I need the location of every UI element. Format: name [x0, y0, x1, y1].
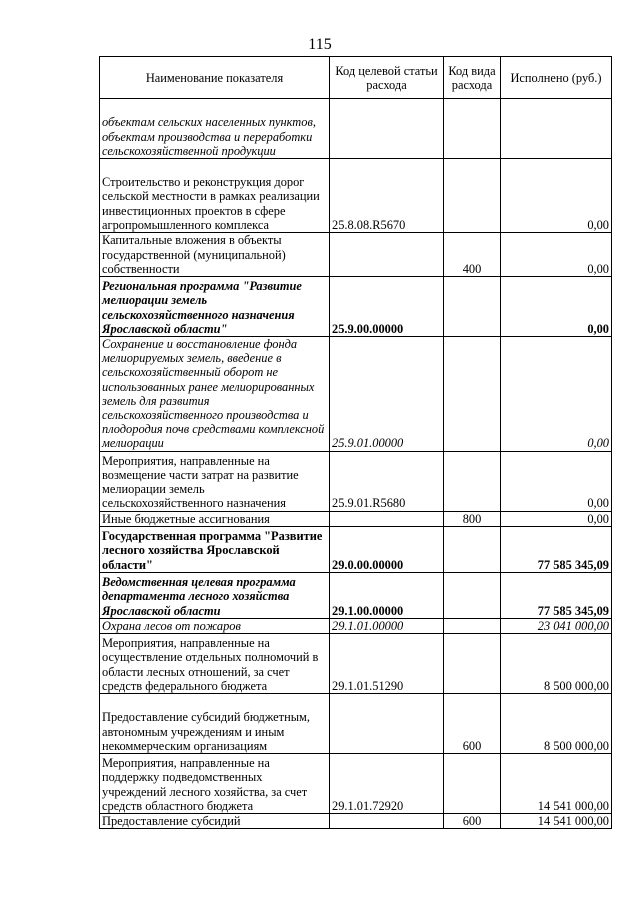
table-row — [100, 159, 612, 233]
row-executed: 0,00 — [501, 451, 612, 511]
table-row — [100, 451, 612, 511]
row-name: Охрана лесов от пожаров — [100, 618, 330, 633]
row-expense-kind — [444, 618, 501, 633]
table-row — [100, 572, 612, 618]
row-expense-kind: 600 — [444, 814, 501, 829]
row-executed — [501, 99, 612, 159]
row-executed: 0,00 — [501, 511, 612, 526]
row-expense-kind — [444, 99, 501, 159]
row-target-code: 29.1.01.00000 — [330, 618, 444, 633]
row-name: Региональная программа "Развитие мелиорации земель сельскохозяйственного назначения Ярославской области" — [100, 277, 330, 337]
row-target-code — [330, 814, 444, 829]
table-header — [100, 57, 612, 99]
row-name: Ведомственная целевая программа департамента лесного хозяйства Ярославской области — [100, 572, 330, 618]
header-code: Код целевой статьи расхода — [330, 57, 444, 99]
row-executed: 23 041 000,00 — [501, 618, 612, 633]
header-executed: Исполнено (руб.) — [501, 57, 612, 99]
header-name: Наименование показателя — [100, 57, 330, 99]
row-expense-kind: 600 — [444, 694, 501, 754]
row-expense-kind — [444, 526, 501, 572]
header-kind: Код вида расхода — [444, 57, 501, 99]
row-target-code: 25.9.01.00000 — [330, 337, 444, 452]
row-name: Иные бюджетные ассигнования — [100, 511, 330, 526]
table-row — [100, 814, 612, 829]
row-executed: 8 500 000,00 — [501, 694, 612, 754]
row-name: Мероприятия, направленные на осуществление отдельных полномочий в области лесных отношений, за счет средств федерального бюджета — [100, 634, 330, 694]
row-name: Капитальные вложения в объекты государственной (муниципальной) собственности — [100, 233, 330, 277]
row-executed: 0,00 — [501, 277, 612, 337]
row-expense-kind — [444, 277, 501, 337]
row-expense-kind — [444, 337, 501, 452]
table-row — [100, 277, 612, 337]
table-row — [100, 337, 612, 452]
page-number: 115 — [308, 36, 332, 53]
row-executed: 77 585 345,09 — [501, 526, 612, 572]
row-name: объектам сельских населенных пунктов, объектам производства и переработки сельскохозяйственной продукции — [100, 99, 330, 159]
table-row — [100, 511, 612, 526]
table-row — [100, 754, 612, 814]
row-target-code: 25.8.08.R5670 — [330, 159, 444, 233]
table-row — [100, 526, 612, 572]
row-target-code: 29.1.01.51290 — [330, 634, 444, 694]
row-name: Государственная программа "Развитие лесного хозяйства Ярославской области" — [100, 526, 330, 572]
row-executed: 8 500 000,00 — [501, 634, 612, 694]
row-target-code — [330, 233, 444, 277]
row-expense-kind — [444, 451, 501, 511]
row-executed: 0,00 — [501, 233, 612, 277]
table-row — [100, 99, 612, 159]
row-expense-kind: 400 — [444, 233, 501, 277]
row-target-code: 29.0.00.00000 — [330, 526, 444, 572]
table-row — [100, 618, 612, 633]
row-expense-kind — [444, 634, 501, 694]
row-target-code: 25.9.01.R5680 — [330, 451, 444, 511]
row-name: Сохранение и восстановление фонда мелиорируемых земель, введение в сельскохозяйственный оборот не использованных ранее мелиорированных земель для развития сельскохозяйственного производства и плодородия почв средствами комплексной мелиорации — [100, 337, 330, 452]
row-target-code — [330, 694, 444, 754]
row-name: Мероприятия, направленные на возмещение части затрат на развитие мелиорации земель сельскохозяйственного назначения — [100, 451, 330, 511]
row-expense-kind — [444, 754, 501, 814]
row-name: Предоставление субсидий бюджетным, автономным учреждениям и иным некоммерческим организациям — [100, 694, 330, 754]
row-expense-kind — [444, 572, 501, 618]
row-target-code — [330, 99, 444, 159]
table-row — [100, 233, 612, 277]
table-row — [100, 694, 612, 754]
row-name: Предоставление субсидий — [100, 814, 330, 829]
table-body — [100, 99, 612, 829]
table-row — [100, 634, 612, 694]
row-executed: 14 541 000,00 — [501, 754, 612, 814]
row-executed: 0,00 — [501, 337, 612, 452]
row-target-code: 29.1.00.00000 — [330, 572, 444, 618]
row-name: Мероприятия, направленные на поддержку подведомственных учреждений лесного хозяйства, за счет средств областного бюджета — [100, 754, 330, 814]
header-row — [100, 57, 612, 99]
row-name: Строительство и реконструкция дорог сельской местности в рамках реализации инвестиционных проектов в сфере агропромышленного комплекса — [100, 159, 330, 233]
row-target-code: 29.1.01.72920 — [330, 754, 444, 814]
row-expense-kind — [444, 159, 501, 233]
row-target-code: 25.9.00.00000 — [330, 277, 444, 337]
row-target-code — [330, 511, 444, 526]
row-executed: 14 541 000,00 — [501, 814, 612, 829]
row-executed: 77 585 345,09 — [501, 572, 612, 618]
budget-table — [99, 56, 612, 829]
row-executed: 0,00 — [501, 159, 612, 233]
row-expense-kind: 800 — [444, 511, 501, 526]
